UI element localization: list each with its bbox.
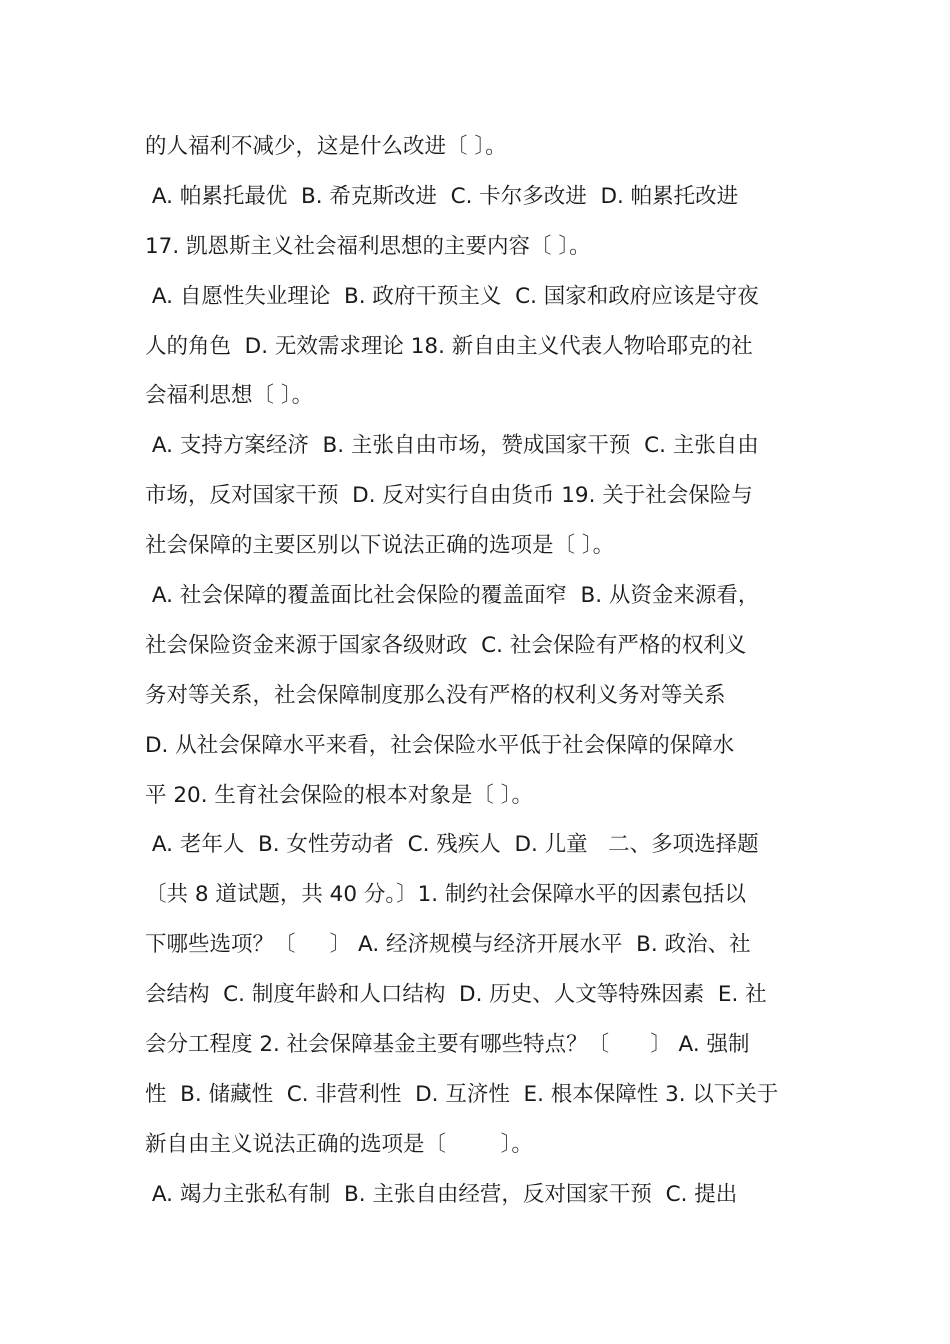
text-line: 下哪些选项？〔 〕 A. 经济规模与经济开展水平 B. 政治、社 <box>145 932 751 958</box>
text-line: 会分工程度 2. 社会保障基金主要有哪些特点？〔 〕 A. 强制 <box>145 1032 750 1058</box>
document-body <box>145 122 825 1220</box>
text-line: A. 支持方案经济 B. 主张自由市场，赞成国家干预 C. 主张自由 <box>145 433 759 459</box>
text-line: 社会保险资金来源于国家各级财政 C. 社会保险有严格的权利义 <box>145 632 747 658</box>
text-line: A. 自愿性失业理论 B. 政府干预主义 C. 国家和政府应该是守夜 <box>145 283 759 309</box>
text-line: 市场，反对国家干预 D. 反对实行自由货币 19. 关于社会保险与 <box>145 483 753 509</box>
text-line: A. 帕累托最优 B. 希克斯改进 C. 卡尔多改进 D. 帕累托改进 <box>145 183 739 209</box>
text-line: 会福利思想〔 〕。 <box>145 383 314 409</box>
text-line: 会结构 C. 制度年龄和人口结构 D. 历史、人文等特殊因素 E. 社 <box>145 982 767 1008</box>
text-line: A. 竭力主张私有制 B. 主张自由经营，反对国家干预 C. 提出 <box>145 1181 738 1207</box>
text-line: 社会保障的主要区别以下说法正确的选项是〔 〕。 <box>145 533 615 559</box>
text-line: 新自由主义说法正确的选项是〔 〕。 <box>145 1131 533 1157</box>
text-line: D. 从社会保障水平来看，社会保险水平低于社会保障的保障水 <box>145 732 735 758</box>
text-line: 17. 凯恩斯主义社会福利思想的主要内容〔 〕。 <box>145 233 591 259</box>
text-line: A. 社会保障的覆盖面比社会保险的覆盖面窄 B. 从资金来源看， <box>145 583 760 609</box>
text-line: A. 老年人 B. 女性劳动者 C. 残疾人 D. 儿童 二、多项选择题 <box>145 832 759 858</box>
text-line: 人的角色 D. 无效需求理论 18. 新自由主义代表人物哈耶克的社 <box>145 333 753 359</box>
text-line: 务对等关系，社会保障制度那么没有严格的权利义务对等关系 <box>145 682 726 708</box>
text-line: 性 B. 储藏性 C. 非营利性 D. 互济性 E. 根本保障性 3. 以下关于 <box>145 1081 779 1107</box>
text-line: 平 20. 生育社会保险的根本对象是〔 〕。 <box>145 782 533 808</box>
text-line: 的人福利不减少，这是什么改进〔 〕。 <box>145 134 507 159</box>
text-line: 〔共 8 道试题，共 40 分。〕1. 制约社会保障水平的因素包括以 <box>145 882 746 908</box>
